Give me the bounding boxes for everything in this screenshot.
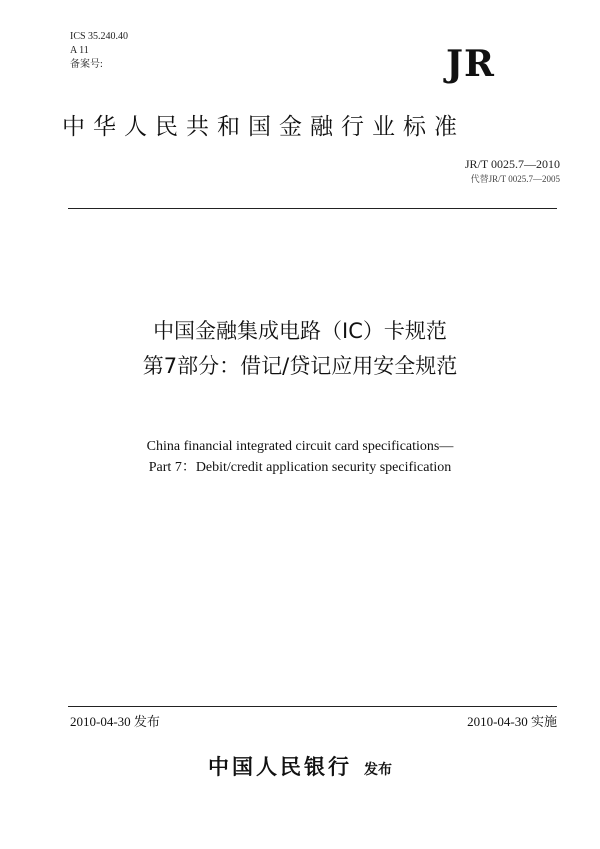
replaces-note: 代替JR/T 0025.7—2005	[470, 174, 560, 184]
standard-code: JR/T 0025.7—2010	[464, 157, 560, 171]
english-title-line-2: Part 7：Debit/credit application security specification	[148, 460, 452, 475]
issue-date: 2010-04-30 发布	[70, 714, 160, 729]
jr-logo: JR	[446, 43, 495, 85]
implementation-date: 2010-04-30 实施	[467, 714, 557, 729]
top-divider	[68, 208, 557, 209]
publisher-line	[0, 752, 600, 785]
record-number-label: 备案号:	[70, 59, 103, 70]
classification-code: A 11	[70, 45, 89, 56]
standard-type-title: 中华人民共和国金融行业标准	[62, 114, 465, 140]
bottom-divider	[68, 706, 557, 707]
publisher-name: 中国人民银行	[208, 755, 352, 779]
ics-code: ICS 35.240.40	[70, 31, 129, 42]
english-title-line-1: China financial integrated circuit card specifications—	[146, 439, 454, 454]
chinese-title-line-2: 第7部分：借记/贷记应用安全规范	[142, 354, 458, 378]
chinese-title-line-1: 中国金融集成电路（IC）卡规范	[153, 319, 447, 343]
publisher-suffix: 发布	[364, 762, 392, 778]
